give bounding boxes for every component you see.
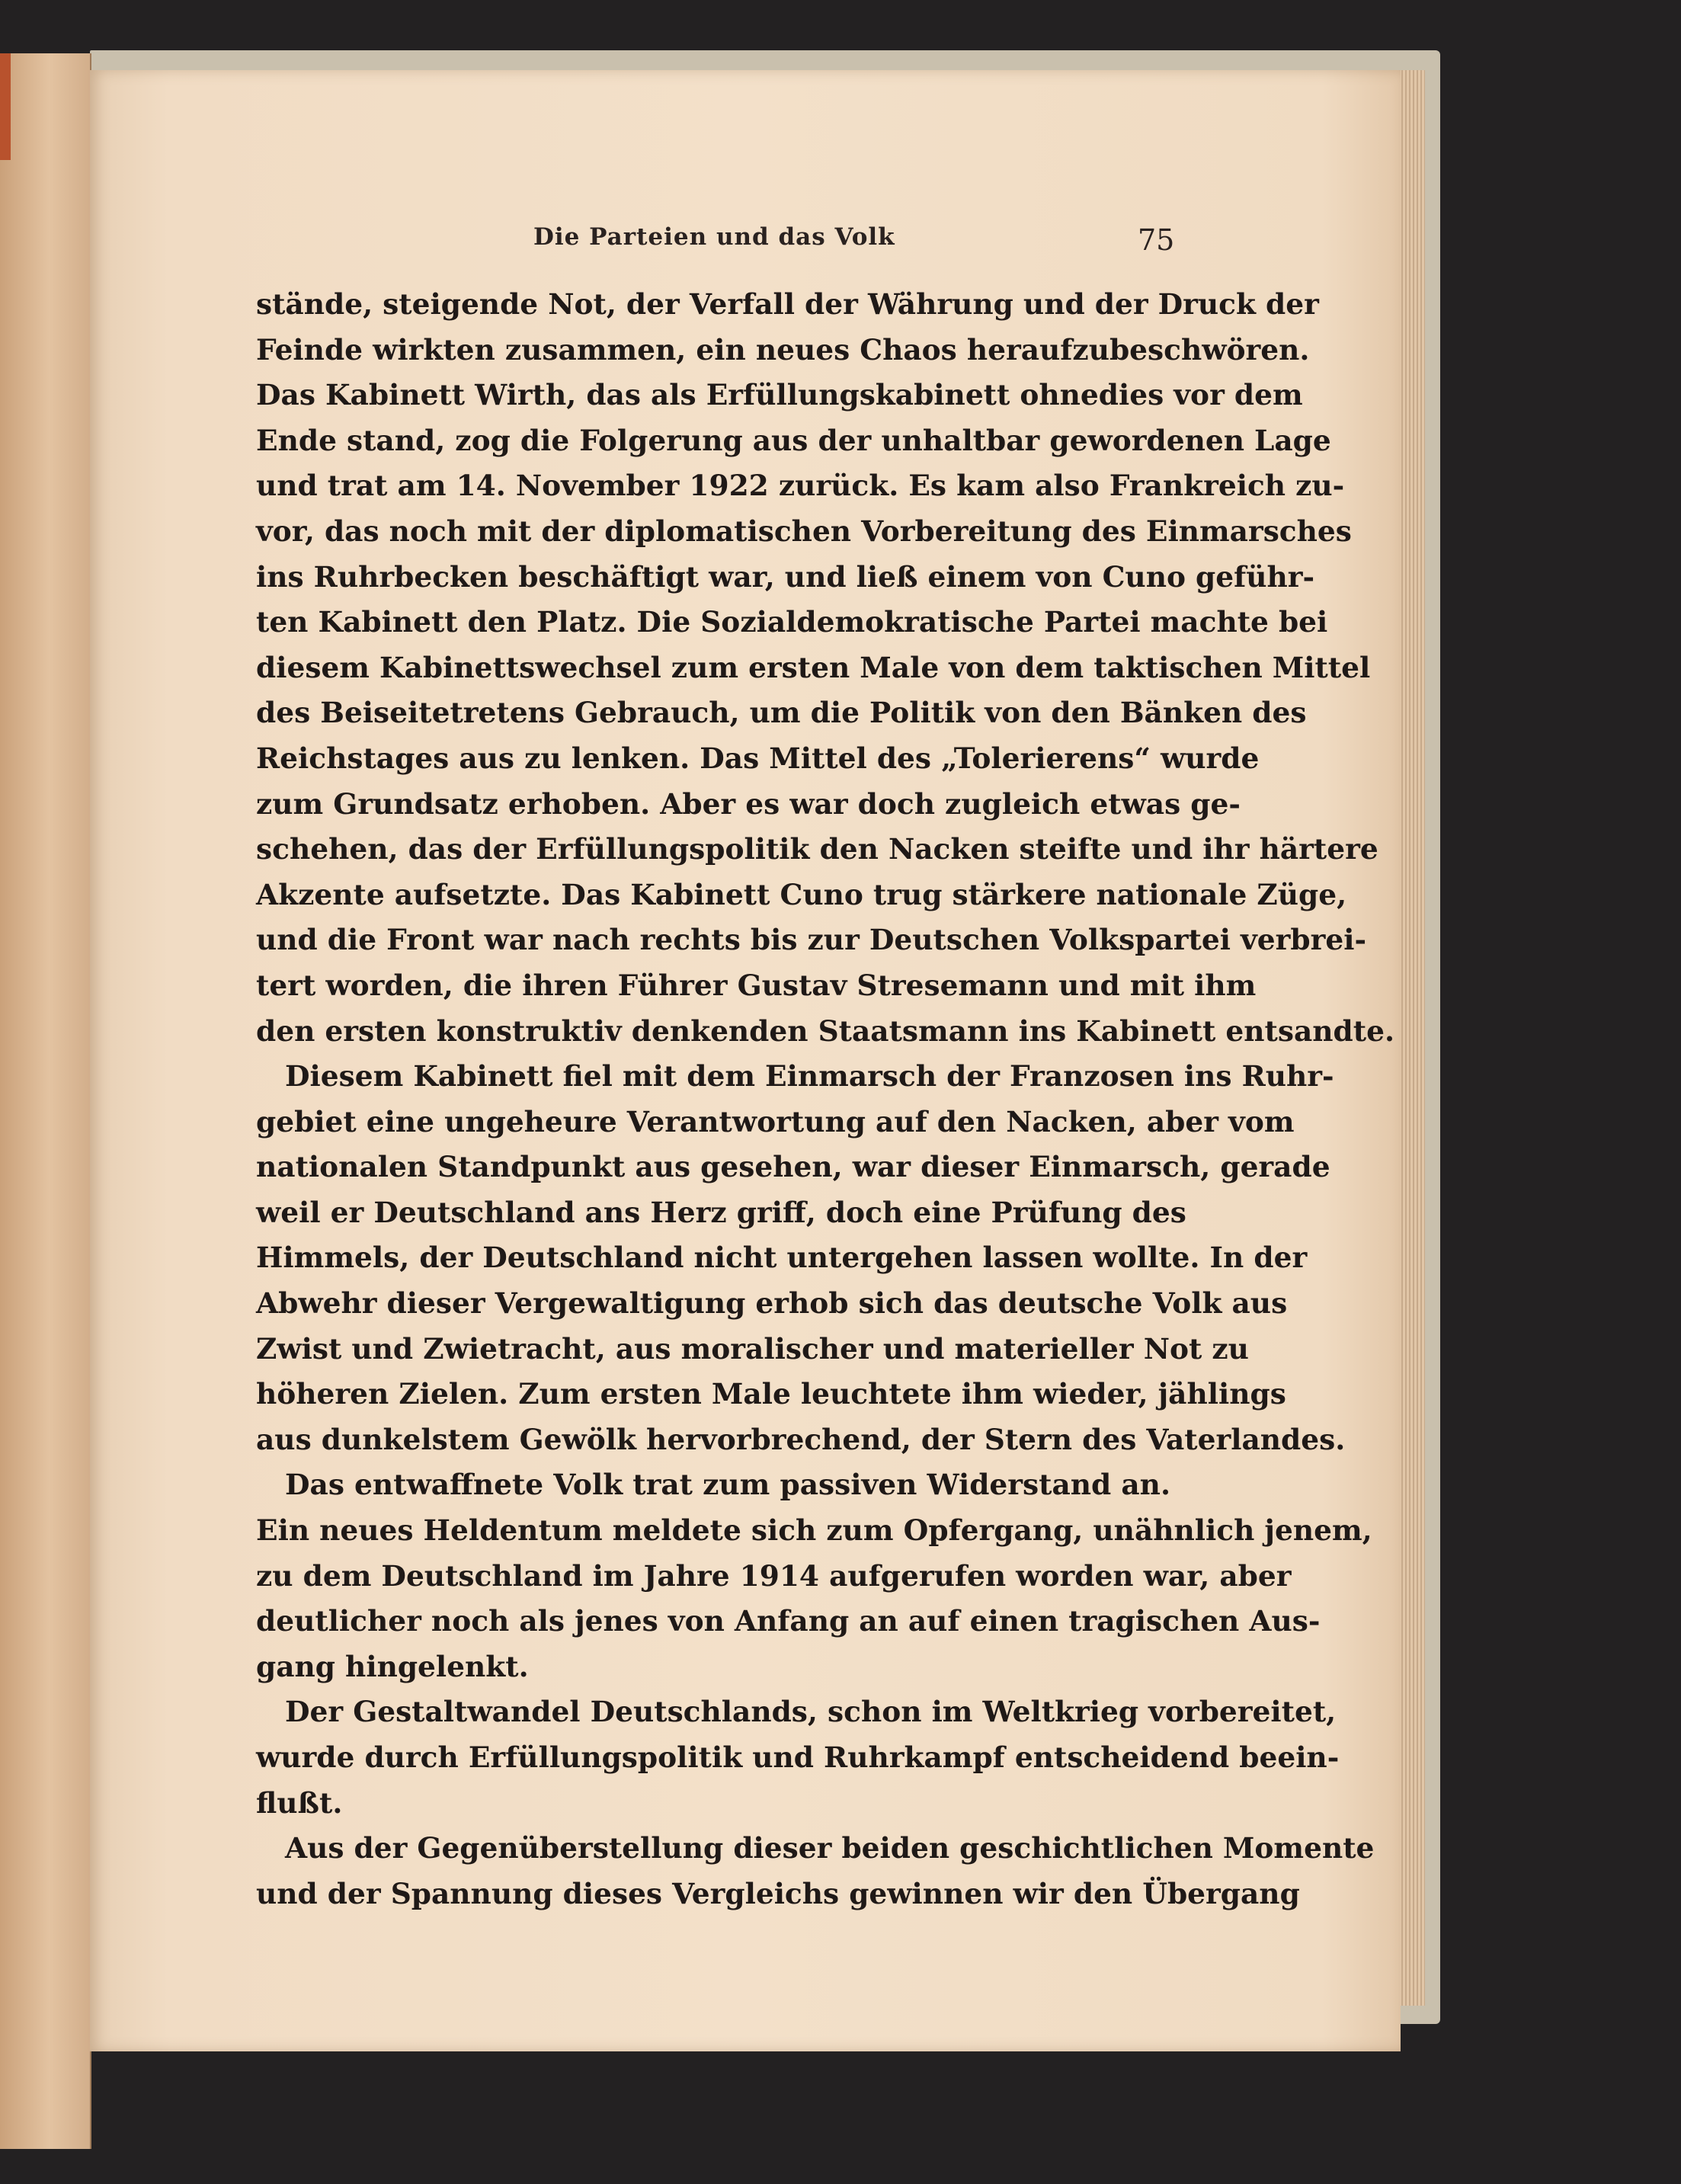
- text-line: Diesem Kabinett fiel mit dem Einmarsch der Franzosen ins Ruhr-: [285, 1059, 1334, 1094]
- text-line: den ersten konstruktiv denkenden Staatsmann ins Kabinett entsandte.: [256, 1014, 1395, 1048]
- paragraph: [256, 1462, 1372, 1689]
- text-line: Feinde wirkten zusammen, ein neues Chaos heraufzubeschwören.: [256, 332, 1310, 367]
- text-line: aus dunkelstem Gewölk hervorbrechend, der Stern des Vaterlandes.: [256, 1422, 1346, 1456]
- text-line: Abwehr dieser Vergewaltigung erhob sich das deutsche Volk aus: [256, 1286, 1288, 1321]
- book-spine-binding: [0, 53, 11, 160]
- text-line: nationalen Standpunkt aus gesehen, war dieser Einmarsch, gerade: [256, 1150, 1330, 1184]
- text-line: weil er Deutschland ans Herz griff, doch eine Prüfung des: [256, 1195, 1186, 1229]
- text-line: höheren Zielen. Zum ersten Male leuchtete ihm wieder, jählings: [256, 1377, 1286, 1411]
- text-line: stände, steigende Not, der Verfall der Währung und der Druck der: [256, 287, 1319, 321]
- text-line: deutlicher noch als jenes von Anfang an auf einen tragischen Aus-: [256, 1604, 1321, 1638]
- running-head: Die Parteien und das Volk: [533, 223, 895, 251]
- paragraph: [256, 1054, 1346, 1462]
- text-line: wurde durch Erfüllungspolitik und Ruhrkampf entscheidend beein-: [256, 1740, 1340, 1774]
- text-line: ten Kabinett den Platz. Die Sozialdemokratische Partei machte bei: [256, 605, 1328, 639]
- text-line: gang hingelenkt.: [256, 1649, 529, 1683]
- body-text: [256, 282, 1395, 1917]
- text-line: Das entwaffnete Volk trat zum passiven Widerstand an.: [285, 1468, 1170, 1502]
- text-line: und trat am 14. November 1922 zurück. Es kam also Frankreich zu-: [256, 469, 1345, 503]
- text-line: flußt.: [256, 1785, 343, 1820]
- text-line: Ende stand, zog die Folgerung aus der unhaltbar gewordenen Lage: [256, 423, 1331, 457]
- text-line: Zwist und Zwietracht, aus moralischer und materieller Not zu: [256, 1331, 1249, 1366]
- text-line: gebiet eine ungeheure Verantwortung auf den Nacken, aber vom: [256, 1104, 1295, 1138]
- text-line: tert worden, die ihren Führer Gustav Stresemann und mit ihm: [256, 968, 1257, 1002]
- text-line: Das Kabinett Wirth, das als Erfüllungskabinett ohnedies vor dem: [256, 378, 1303, 412]
- text-line: schehen, das der Erfüllungspolitik den Nacken steifte und ihr härtere: [256, 832, 1378, 866]
- text-line: Akzente aufsetzte. Das Kabinett Cuno trug stärkere nationale Züge,: [256, 877, 1347, 911]
- text-line: Der Gestaltwandel Deutschlands, schon im Weltkrieg vorbereitet,: [285, 1695, 1337, 1729]
- text-line: ins Ruhrbecken beschäftigt war, und ließ einem von Cuno geführ-: [256, 559, 1315, 594]
- text-line: Aus der Gegenüberstellung dieser beiden geschichtlichen Momente: [285, 1831, 1375, 1865]
- paragraph: [256, 1689, 1340, 1826]
- text-line: vor, das noch mit der diplomatischen Vorbereitung des Einmarsches: [256, 514, 1352, 548]
- paragraph: [256, 1826, 1375, 1917]
- text-line: und der Spannung dieses Vergleichs gewinnen wir den Übergang: [256, 1876, 1300, 1910]
- text-line: Himmels, der Deutschland nicht untergehen lassen wollte. In der: [256, 1241, 1308, 1275]
- text-line: zum Grundsatz erhoben. Aber es war doch zugleich etwas ge-: [256, 786, 1241, 821]
- page-number: 75: [1138, 223, 1175, 257]
- text-line: des Beiseitetretens Gebrauch, um die Politik von den Bänken des: [256, 696, 1307, 730]
- text-line: diesem Kabinettswechsel zum ersten Male von dem taktischen Mittel: [256, 650, 1371, 684]
- text-line: zu dem Deutschland im Jahre 1914 aufgerufen worden war, aber: [256, 1558, 1292, 1593]
- text-line: Ein neues Heldentum meldete sich zum Opfergang, unähnlich jenem,: [256, 1513, 1372, 1548]
- paragraph: [256, 282, 1395, 1054]
- left-page-edge: [0, 53, 91, 2149]
- page-stack-edge: [1399, 70, 1425, 2006]
- text-line: und die Front war nach rechts bis zur Deutschen Volkspartei verbrei-: [256, 923, 1367, 957]
- text-line: Reichstages aus zu lenken. Das Mittel des „Tolerierens“ wurde: [256, 741, 1260, 775]
